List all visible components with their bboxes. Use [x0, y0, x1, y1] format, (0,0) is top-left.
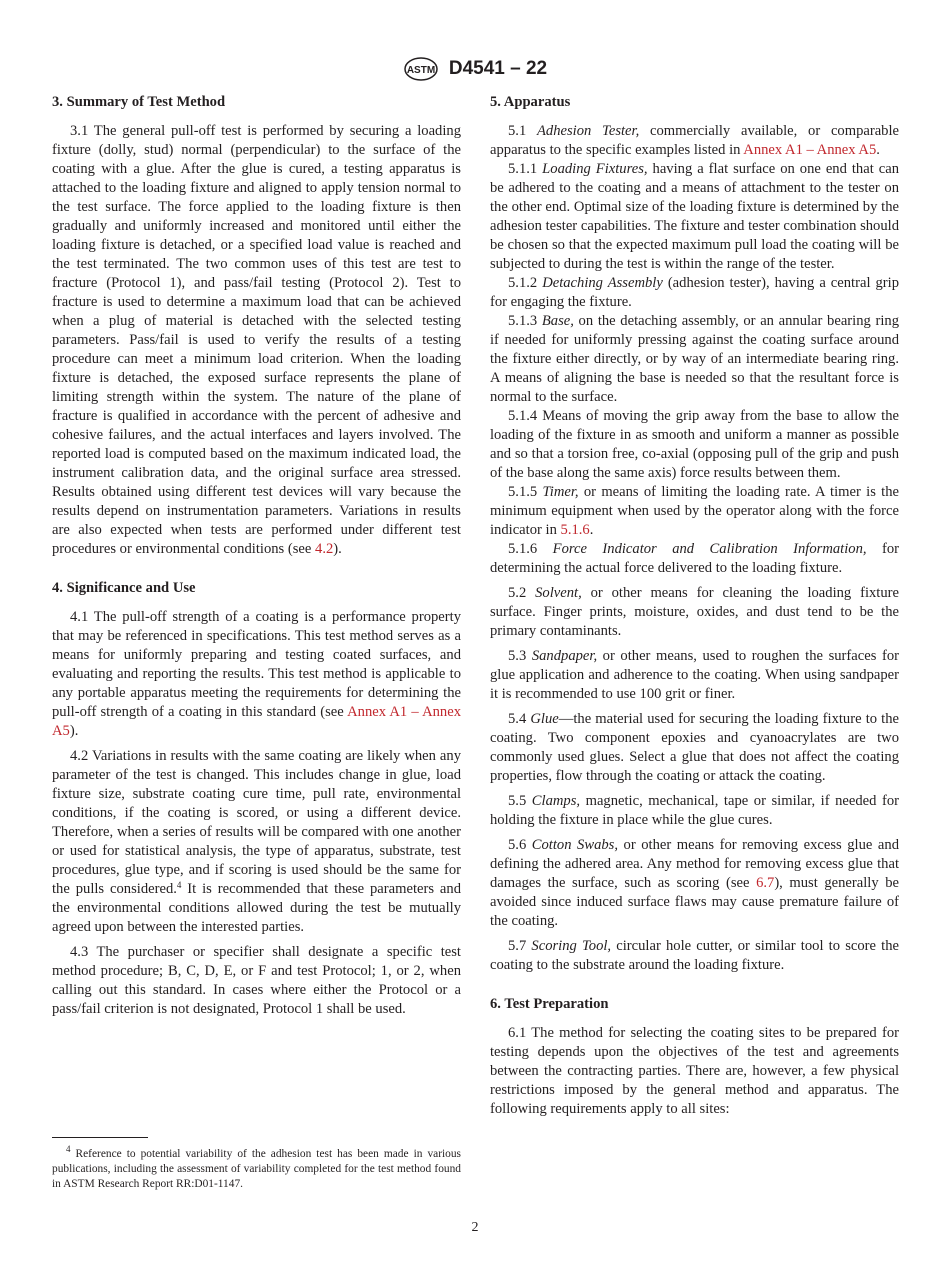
text-run: 5.1.3: [508, 313, 542, 329]
paragraph: [490, 647, 899, 704]
text-run: or other means for cleaning the loading fixture surface. Finger prints, moisture, oxides, and dust tend to be the primary contaminants.: [490, 585, 899, 639]
section-heading: 3. Summary of Test Method: [52, 94, 226, 110]
term-italic: Detaching Assembly: [542, 275, 663, 291]
term-italic: Loading Fixtures,: [542, 161, 648, 177]
text-run: on the detaching assembly, or an annular bearing ring if needed for uniformly pressing against the coating surface around the fixture either directly, or by way of an intermediate bearing ring. A means of aligning the base is needed so that the resultant force is normal to the surface.: [490, 313, 899, 405]
term-italic: Base,: [541, 313, 574, 329]
footnote-rule: [52, 1137, 148, 1138]
text-run: 4.3 The purchaser or specifier shall designate a specific test method procedure; B, C, D, E, or F and test Protocol; 1, or 2, when calling out this standard. In cases where either the Protocol or a pass/fail criterion is not designated, Protocol 1 shall be used.: [52, 944, 461, 1017]
text-run: 5.5: [508, 793, 532, 809]
text-run: for determining the actual force delivered to the loading fixture.: [490, 541, 899, 576]
text-run: 5.1.2: [508, 275, 543, 291]
paragraph: [490, 792, 899, 830]
text-run: (adhesion tester), having a central grip for engaging the fixture.: [490, 275, 899, 310]
term-italic: Glue: [530, 711, 559, 727]
text-run: .: [589, 522, 594, 538]
paragraph: [490, 584, 899, 641]
text-run: 5.1: [508, 123, 537, 139]
text-run: 5.1.5: [508, 484, 543, 500]
term-italic: Sandpaper,: [531, 648, 598, 664]
text-run: 5.1.4 Means of moving the grip away from the base to allow the loading of the fixture in as smooth and uniform a manner as possible and so that a torsion free, co-axial (opposing pull of the grip and push of the base along the same axis) force results between them.: [490, 408, 899, 481]
cross-reference-link[interactable]: Annex A1 – Annex A5: [743, 142, 877, 158]
paragraph: [490, 274, 899, 312]
text-run: circular hole cutter, or similar tool to score the coating to the substrate around the loading fixture.: [490, 938, 900, 973]
paragraph: [490, 540, 899, 578]
text-run: 3.1 The general pull-off test is performed by securing a loading fixture (dolly, stud) normal (perpendicular) to the surface of the coating with a glue. After the glue is cured, a testing apparatus is attached to the loading fixture and aligned to apply tension normal to the test surface. The force applied to the loading fixture is then gradually and uniformly increased and monitored until either the loading fixture is detached, or a specified load value is reached and the test terminated. The two common uses of this test are test to fracture (Protocol 1), and pass/fail testing (Protocol 2). Test to fracture is used to determine a maximum load that can be achieved when a plug of material is detached with the selected testing parameters. Pass/fail is used to verify the results of a testing procedure can meet a minimum load criterion. When the loading fixture is detached, the exposed surface represents the plane of limiting strength within the system. The nature of the plane of fracture is qualified in accordance with the percent of adhesive and cohesive failures, and the actual interfaces and layers involved. The reported load is computed based on the maximum indicated load, the instrument calibration data, and the original surface area stressed. Results obtained using different test devices will vary because the results depend on instrumentation parameters. Variations in results are also expected when tests are performed under different test procedures or environmental conditions (see: [52, 123, 461, 557]
text-run: .: [876, 142, 880, 158]
text-run: It is recommended that these parameters and the environmental conditions allowed during the test be mutually agreed upon between the interested parties.: [52, 881, 461, 935]
text-run: —the material used for securing the loading fixture to the coating. Two component epoxies and cyanoacrylates are two commonly used glues. Select a glue that does not affect the coating properties, flow through the coating or attack the coating.: [490, 711, 899, 784]
text-run: or other means, used to roughen the surfaces for glue application and adherence to the coating. When using sandpaper it is recommended to use 100 grit or finer.: [490, 648, 899, 702]
text-run: 5.1.6: [508, 541, 553, 557]
right-column: [490, 93, 899, 1119]
paragraph: [490, 160, 899, 274]
text-run: commercially available, or comparable apparatus to the specific examples listed in: [490, 123, 900, 158]
text-run: 6.1 The method for selecting the coating sites to be prepared for testing depends upon the objectives of the test and agreements between the contracting parties. There are, however, a few physical restrictions imposed by the general method and apparatus. The following requirements apply to all sites:: [490, 1025, 899, 1117]
text-run: ).: [69, 723, 79, 739]
footnote-marker: 4: [66, 1144, 71, 1154]
text-run: or other means for removing excess glue and defining the adhered area. Any method for removing excess glue that damages the surface, such as scoring (see: [490, 837, 899, 891]
cross-reference-link[interactable]: Annex A1 – Annex A5: [52, 704, 461, 739]
text-run: 5.2: [508, 585, 536, 601]
text-run: 5.6: [508, 837, 532, 853]
text-run: ), must generally be avoided since induced surface flaws may cause premature failure of the coating.: [490, 875, 899, 929]
term-italic: Cotton Swabs,: [531, 837, 619, 853]
paragraph: [490, 122, 899, 160]
section-heading: 5. Apparatus: [490, 94, 571, 110]
section-heading: 4. Significance and Use: [52, 580, 196, 596]
section-heading: 6. Test Preparation: [490, 996, 609, 1012]
text-run: having a flat surface on one end that can be adhered to the coating and a means of attachment to the tester on the other end. Optimal size of the loading fixture is determined by the adhesion tester capabilities. The fixture and tester combination should be chosen so that the expected maximum pull load the coating will be subjected to during the test is within the range of the tester.: [490, 161, 899, 272]
term-italic: Force Indicator and Calibration Information,: [552, 541, 867, 557]
cross-reference-link[interactable]: 4.2: [315, 541, 334, 557]
astm-logo-icon: [403, 56, 439, 82]
footnote-text: Reference to potential variability of the adhesion test has been made in various publications, including the assessment of variability completed for the test method found in ASTM Research Report RR:D01-1147.: [52, 1148, 461, 1190]
footnote-reference[interactable]: 4: [176, 880, 182, 890]
cross-reference-link[interactable]: 5.1.6: [560, 522, 590, 538]
svg-text:ASTM: ASTM: [406, 65, 436, 76]
left-column: [52, 93, 461, 1019]
text-run: 5.3: [508, 648, 532, 664]
page-header: [0, 56, 950, 82]
text-run: 5.1.1: [508, 161, 543, 177]
text-run: 5.4: [508, 711, 531, 727]
paragraph: [490, 1024, 899, 1119]
term-italic: Clamps,: [531, 793, 581, 809]
paragraph: [490, 937, 899, 975]
term-italic: Scoring Tool,: [531, 938, 612, 954]
paragraph: [490, 836, 899, 931]
text-run: or means of limiting the loading rate. A timer is the minimum equipment when used by the operator along with the force indicator in: [490, 484, 899, 538]
term-italic: Solvent,: [535, 585, 582, 601]
cross-reference-link[interactable]: 6.7: [756, 875, 775, 891]
paragraph: [490, 312, 899, 407]
text-run: 5.7: [508, 938, 532, 954]
term-italic: Adhesion Tester,: [537, 123, 640, 139]
paragraph: [52, 943, 461, 1019]
text-run: 4.2 Variations in results with the same coating are likely when any parameter of the test is changed. This includes change in glue, load fixture size, substrate coating cure time, pull rate, environmental conditions, if the coating is scored, or using a different device. Therefore, when a series of results will be compared with one another or used for statistical analysis, the type of apparatus, substrate, test procedures, glue type, and if scoring is used should be the same for the pulls considered.: [52, 748, 461, 897]
paragraph: [490, 710, 899, 786]
paragraph: [52, 608, 461, 741]
paragraph: [52, 747, 461, 937]
text-run: magnetic, mechanical, tape or similar, if needed for holding the fixture in place while the glue cures.: [490, 793, 899, 828]
paragraph: [52, 122, 461, 559]
paragraph: [490, 407, 899, 483]
paragraph: [490, 483, 899, 540]
page-number: 2: [471, 1220, 479, 1235]
footnote: [52, 1137, 461, 1192]
text-run: ).: [333, 541, 342, 557]
text-run: 4.1 The pull-off strength of a coating is a performance property that may be referenced in specifications. This test method serves as a means for uniformly preparing and testing coated surfaces, and evaluating and reporting the results. This test method is applicable to any portable apparatus meeting the requirements for determining the pull-off strength of a coating in this standard (see: [52, 609, 461, 720]
term-italic: Timer,: [542, 484, 579, 500]
document-designation: D4541 – 22: [448, 58, 548, 79]
